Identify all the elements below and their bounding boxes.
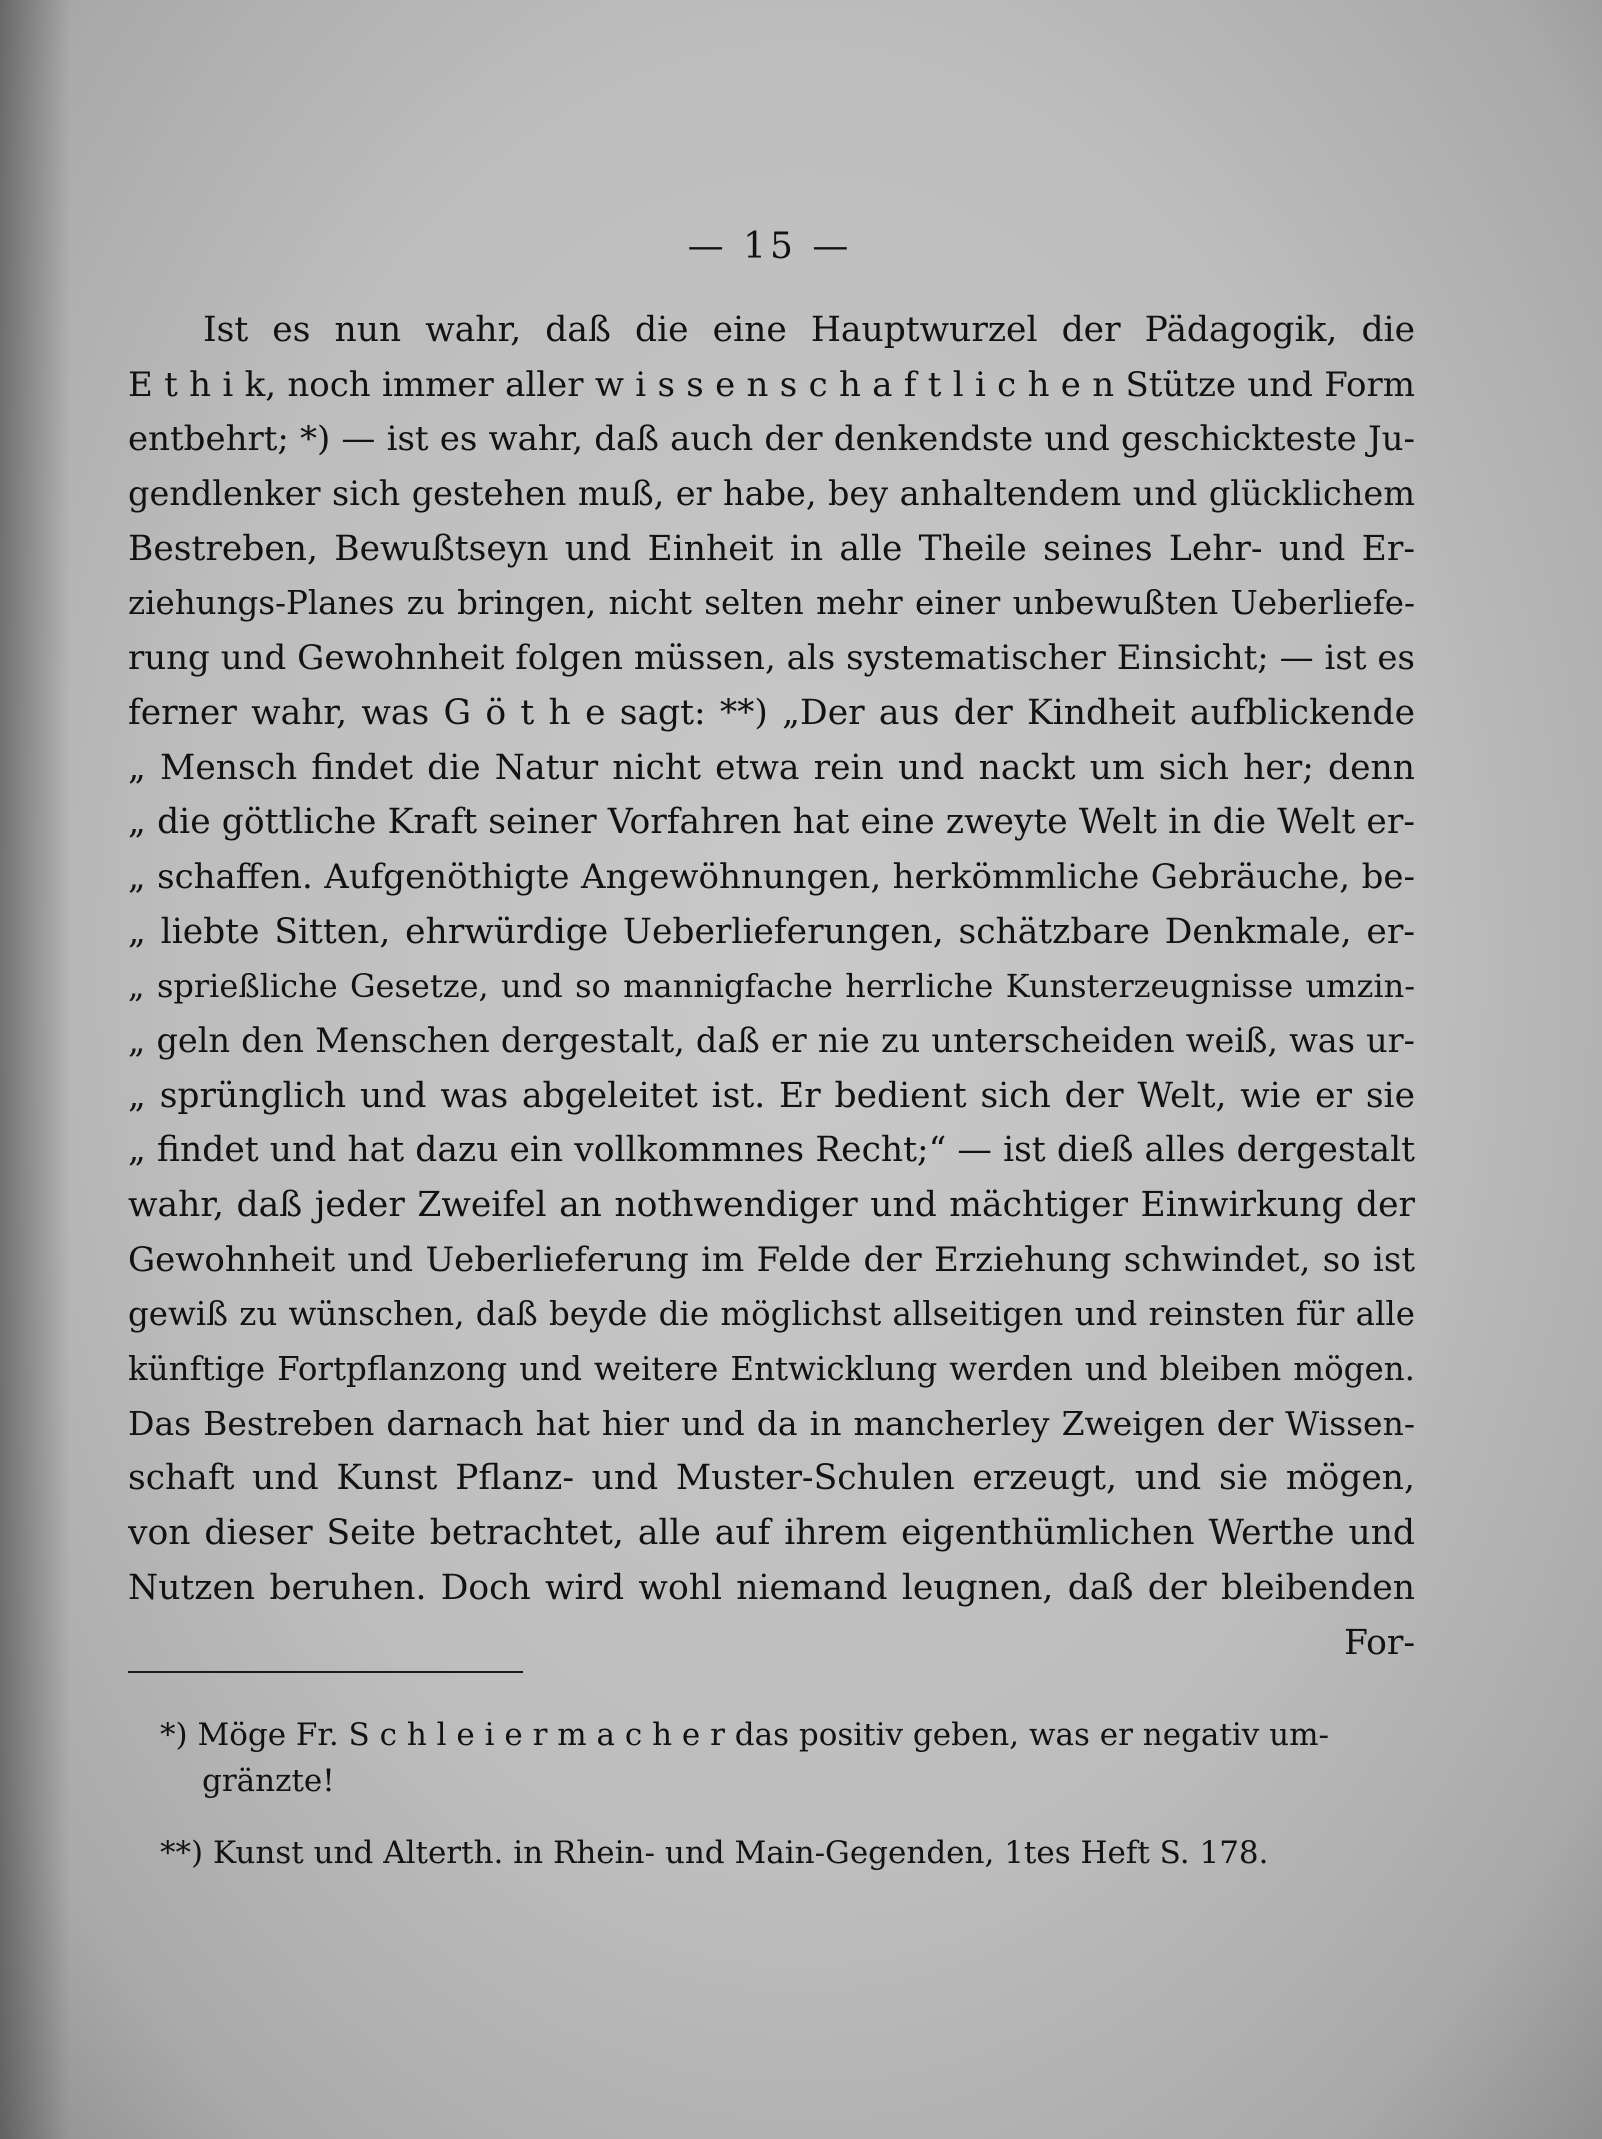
text-line: wahr, daß jeder Zweifel an nothwendiger und mächtiger Einwirkung der (128, 1185, 1415, 1225)
text-line: „ Mensch findet die Natur nicht etwa rein und nackt um sich her; denn (128, 747, 1415, 788)
text-line: entbehrt; *) — ist es wahr, daß auch der denkendste und geschickteste Ju- (128, 419, 1415, 460)
text-line: Bestreben, Bewußtseyn und Einheit in alle Theile seines Lehr- und Er- (128, 528, 1415, 569)
footnote-2-line-1: **) Kunst und Alterth. in Rhein- und Main-Gegenden, 1tes Heft S. 178. (160, 1835, 1269, 1871)
text-line: rung und Gewohnheit folgen müssen, als systematischer Einsicht; — ist es (128, 638, 1415, 679)
text-line: E t h i k, noch immer aller w i s s e n s c h a f t l i c h e n Stütze und Form (128, 364, 1415, 405)
text-line: von dieser Seite betrachtet, alle auf ihrem eigenthümlichen Werthe und (128, 1513, 1415, 1554)
text-line: „ schaffen. Aufgenöthigte Angewöhnungen, herkömmliche Gebräuche, be- (128, 856, 1415, 897)
text-line: gewiß zu wünschen, daß beyde die möglichst allseitigen und reinsten für alle (128, 1295, 1415, 1334)
text-line: ferner wahr, was G ö t h e sagt: **) „Der aus der Kindheit aufblickende (128, 692, 1415, 733)
text-line: „ findet und hat dazu ein vollkommnes Recht;“ — ist dieß alles dergestalt (128, 1130, 1415, 1171)
footnote-divider (128, 1671, 523, 1673)
catchword: For- (1344, 1622, 1415, 1663)
text-line: Das Bestreben darnach hat hier und da in mancherley Zweigen der Wissen- (128, 1403, 1415, 1443)
text-line: „ geln den Menschen dergestalt, daß er nie zu unterscheiden weiß, was ur- (128, 1020, 1415, 1060)
text-line: Ist es nun wahr, daß die eine Hauptwurzel der Pädagogik, die (203, 310, 1415, 350)
footnotes (160, 1712, 1410, 1876)
text-line: „ sprießliche Gesetze, und so mannigfache herrliche Kunsterzeugnisse umzin- (128, 967, 1415, 1006)
footnote-1-line-1: *) Möge Fr. S c h l e i e r m a c h e r das positiv geben, was er negativ um- (160, 1717, 1329, 1753)
text-line: Gewohnheit und Ueberlieferung im Felde der Erziehung schwindet, so ist (128, 1239, 1415, 1280)
text-line: „ liebte Sitten, ehrwürdige Ueberlieferungen, schätzbare Denkmale, er- (128, 911, 1415, 952)
text-line: Nutzen beruhen. Doch wird wohl niemand leugnen, daß der bleibenden (128, 1567, 1415, 1608)
footnote-spacer (160, 1804, 1410, 1830)
text-line: künftige Fortpflanzong und weitere Entwicklung werden und bleiben mögen. (128, 1350, 1415, 1389)
text-line: schaft und Kunst Pflanz- und Muster-Schulen erzeugt, und sie mögen, (128, 1458, 1415, 1499)
gutter-shadow (0, 0, 70, 2139)
page-number: — 15 — (687, 226, 853, 267)
text-line: „ sprünglich und was abgeleitet ist. Er bedient sich der Welt, wie er sie (128, 1075, 1415, 1116)
text-line: gendlenker sich gestehen muß, er habe, bey anhaltendem und glücklichem (128, 474, 1415, 514)
text-line: „ die göttliche Kraft seiner Vorfahren hat eine zweyte Welt in die Welt er- (128, 802, 1415, 843)
text-line: ziehungs-Planes zu bringen, nicht selten mehr einer unbewußten Ueberliefe- (128, 584, 1415, 623)
footnote-1-line-2: gränzte! (202, 1763, 335, 1799)
main-text-block (128, 303, 1415, 1670)
